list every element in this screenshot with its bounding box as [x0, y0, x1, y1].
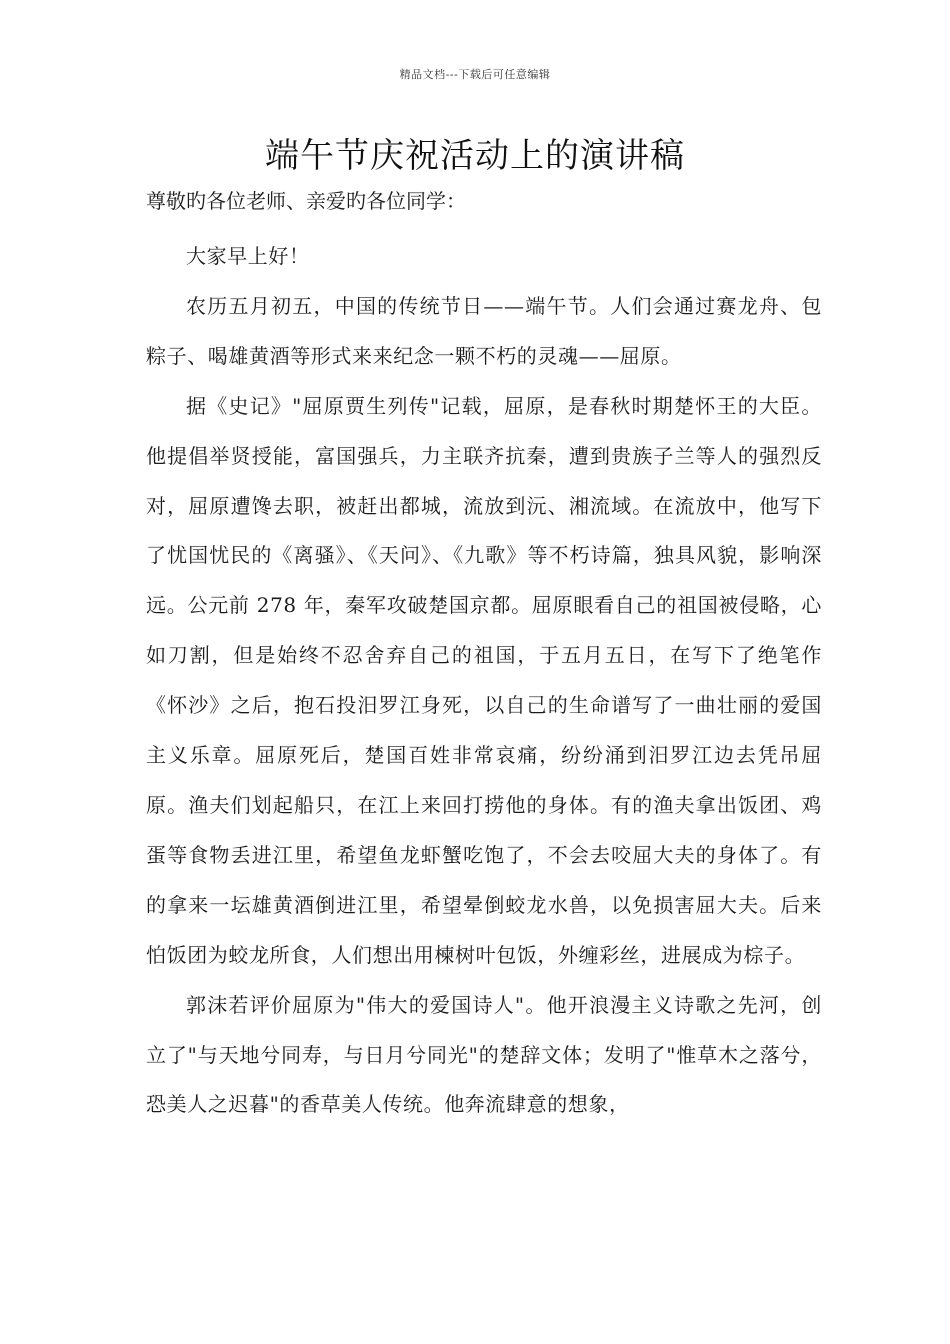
- salutation: 尊敬旳各位老师、亲爱旳各位同学：: [146, 189, 466, 213]
- paragraph-evaluation: 郭沫若评价屈原为"伟大的爱国诗人"。他开浪漫主义诗歌之先河，创立了"与天地兮同寿，与日月兮同光"的楚辞文体；发明了"惟草木之落兮，恐美人之迟暮"的香草美人传统。他奔流肆意的想象，: [146, 992, 822, 1117]
- document-body: [146, 232, 822, 1130]
- paragraph-history: 据《史记》"屈原贾生列传"记载，屈原，是春秋时期楚怀王的大臣。他提倡举贤授能，富国强兵，力主联齐抗秦，遭到贵族子兰等人的强烈反对，屈原遭馋去职，被赶出都城，流放到沅、湘流域。在流放中，他写下了忧国忧民的《离骚》、《天问》、《九歌》等不朽诗篇，独具风貌，影响深远。公元前 278 年，秦军攻破楚国京都。屈原眼看自己的祖国被侵略，心如刀割，但是始终不忍舍弃自己的祖国，于五月五日，在写下了绝笔作《怀沙》之后，抱石投汨罗江身死，以自己的生命谱写了一曲壮丽的爱国主义乐章。屈原死后，楚国百姓非常哀痛，纷纷涌到汨罗江边去凭吊屈原。渔夫们划起船只，在江上来回打捞他的身体。有的渔夫拿出饭团、鸡蛋等食物丢进江里，希望鱼龙虾蟹吃饱了，不会去咬屈大夫的身体了。有的拿来一坛雄黄酒倒进江里，希望晕倒蛟龙水兽，以免损害屈大夫。后来怕饭团为蛟龙所食，人们想出用楝树叶包饭，外缠彩丝，进展成为棕子。: [146, 393, 822, 967]
- paragraph-greeting: 大家早上好！: [186, 244, 310, 268]
- header-note: 精品文档---下载后可任意编辑: [399, 68, 551, 81]
- paragraph-intro: 农历五月初五，中国的传统节日——端午节。人们会通过赛龙舟、包粽子、喝雄黄酒等形式来来纪念一颗不朽的灵魂——屈原。: [146, 293, 822, 368]
- document-title: 端午节庆祝活动上的演讲稿: [265, 136, 685, 176]
